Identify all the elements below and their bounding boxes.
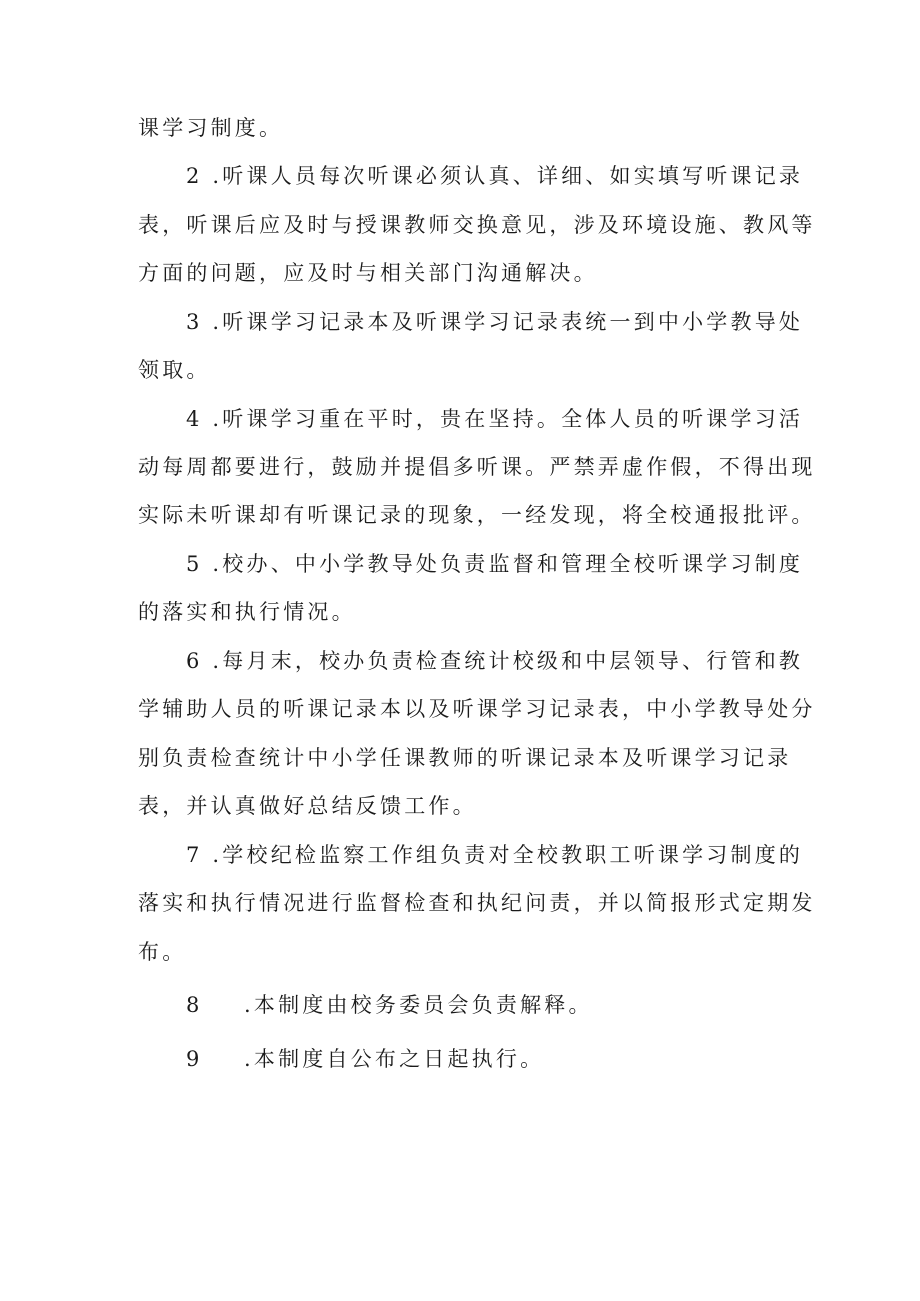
item-9 [186, 1044, 846, 1074]
item-text: .本制度自公布之日起执行。 [244, 1047, 545, 1071]
text-line: 4 .听课学习重在平时，贵在坚持。全体人员的听课学习活 [186, 407, 804, 431]
text-line: 领取。 [138, 358, 211, 382]
text-line: 表，听课后应及时与授课教师交换意见，涉及环境设施、教风等 [138, 213, 816, 237]
text-line: 实际未听课却有听课记录的现象，一经发现，将全校通报批评。 [138, 503, 816, 527]
item-number: 8 [186, 993, 203, 1017]
text-line: 6 .每月末，校办负责检查统计校级和中层领导、行管和教 [186, 649, 804, 673]
text-line: 2 .听课人员每次听课必须认真、详细、如实填写听课记录 [186, 164, 804, 188]
text-line: 5 .校办、中小学教导处负责监督和管理全校听课学习制度 [186, 552, 804, 576]
item-number: 9 [186, 1047, 203, 1071]
item-text: .本制度由校务委员会负责解释。 [244, 993, 593, 1017]
text-line: 学辅助人员的听课记录本以及听课学习记录表，中小学教导处分 [138, 697, 816, 721]
text-line: 方面的问题，应及时与相关部门沟通解决。 [138, 261, 598, 285]
text-line: 的落实和执行情况。 [138, 600, 356, 624]
text-line: 落实和执行情况进行监督检查和执纪问责，并以简报形式定期发 [138, 891, 816, 915]
text-line: 布。 [138, 940, 187, 964]
text-line: 课学习制度。 [138, 116, 284, 140]
text-line: 表，并认真做好总结反馈工作。 [138, 794, 477, 818]
item-8 [186, 990, 846, 1020]
text-line: 别负责检查统计中小学任课教师的听课记录本及听课学习记录 [138, 746, 792, 770]
text-line: 7 .学校纪检监察工作组负责对全校教职工听课学习制度的 [186, 843, 804, 867]
text-line: 动每周都要进行，鼓励并提倡多听课。严禁弄虚作假，不得出现 [138, 455, 816, 479]
text-line: 3 .听课学习记录本及听课学习记录表统一到中小学教导处 [186, 310, 804, 334]
